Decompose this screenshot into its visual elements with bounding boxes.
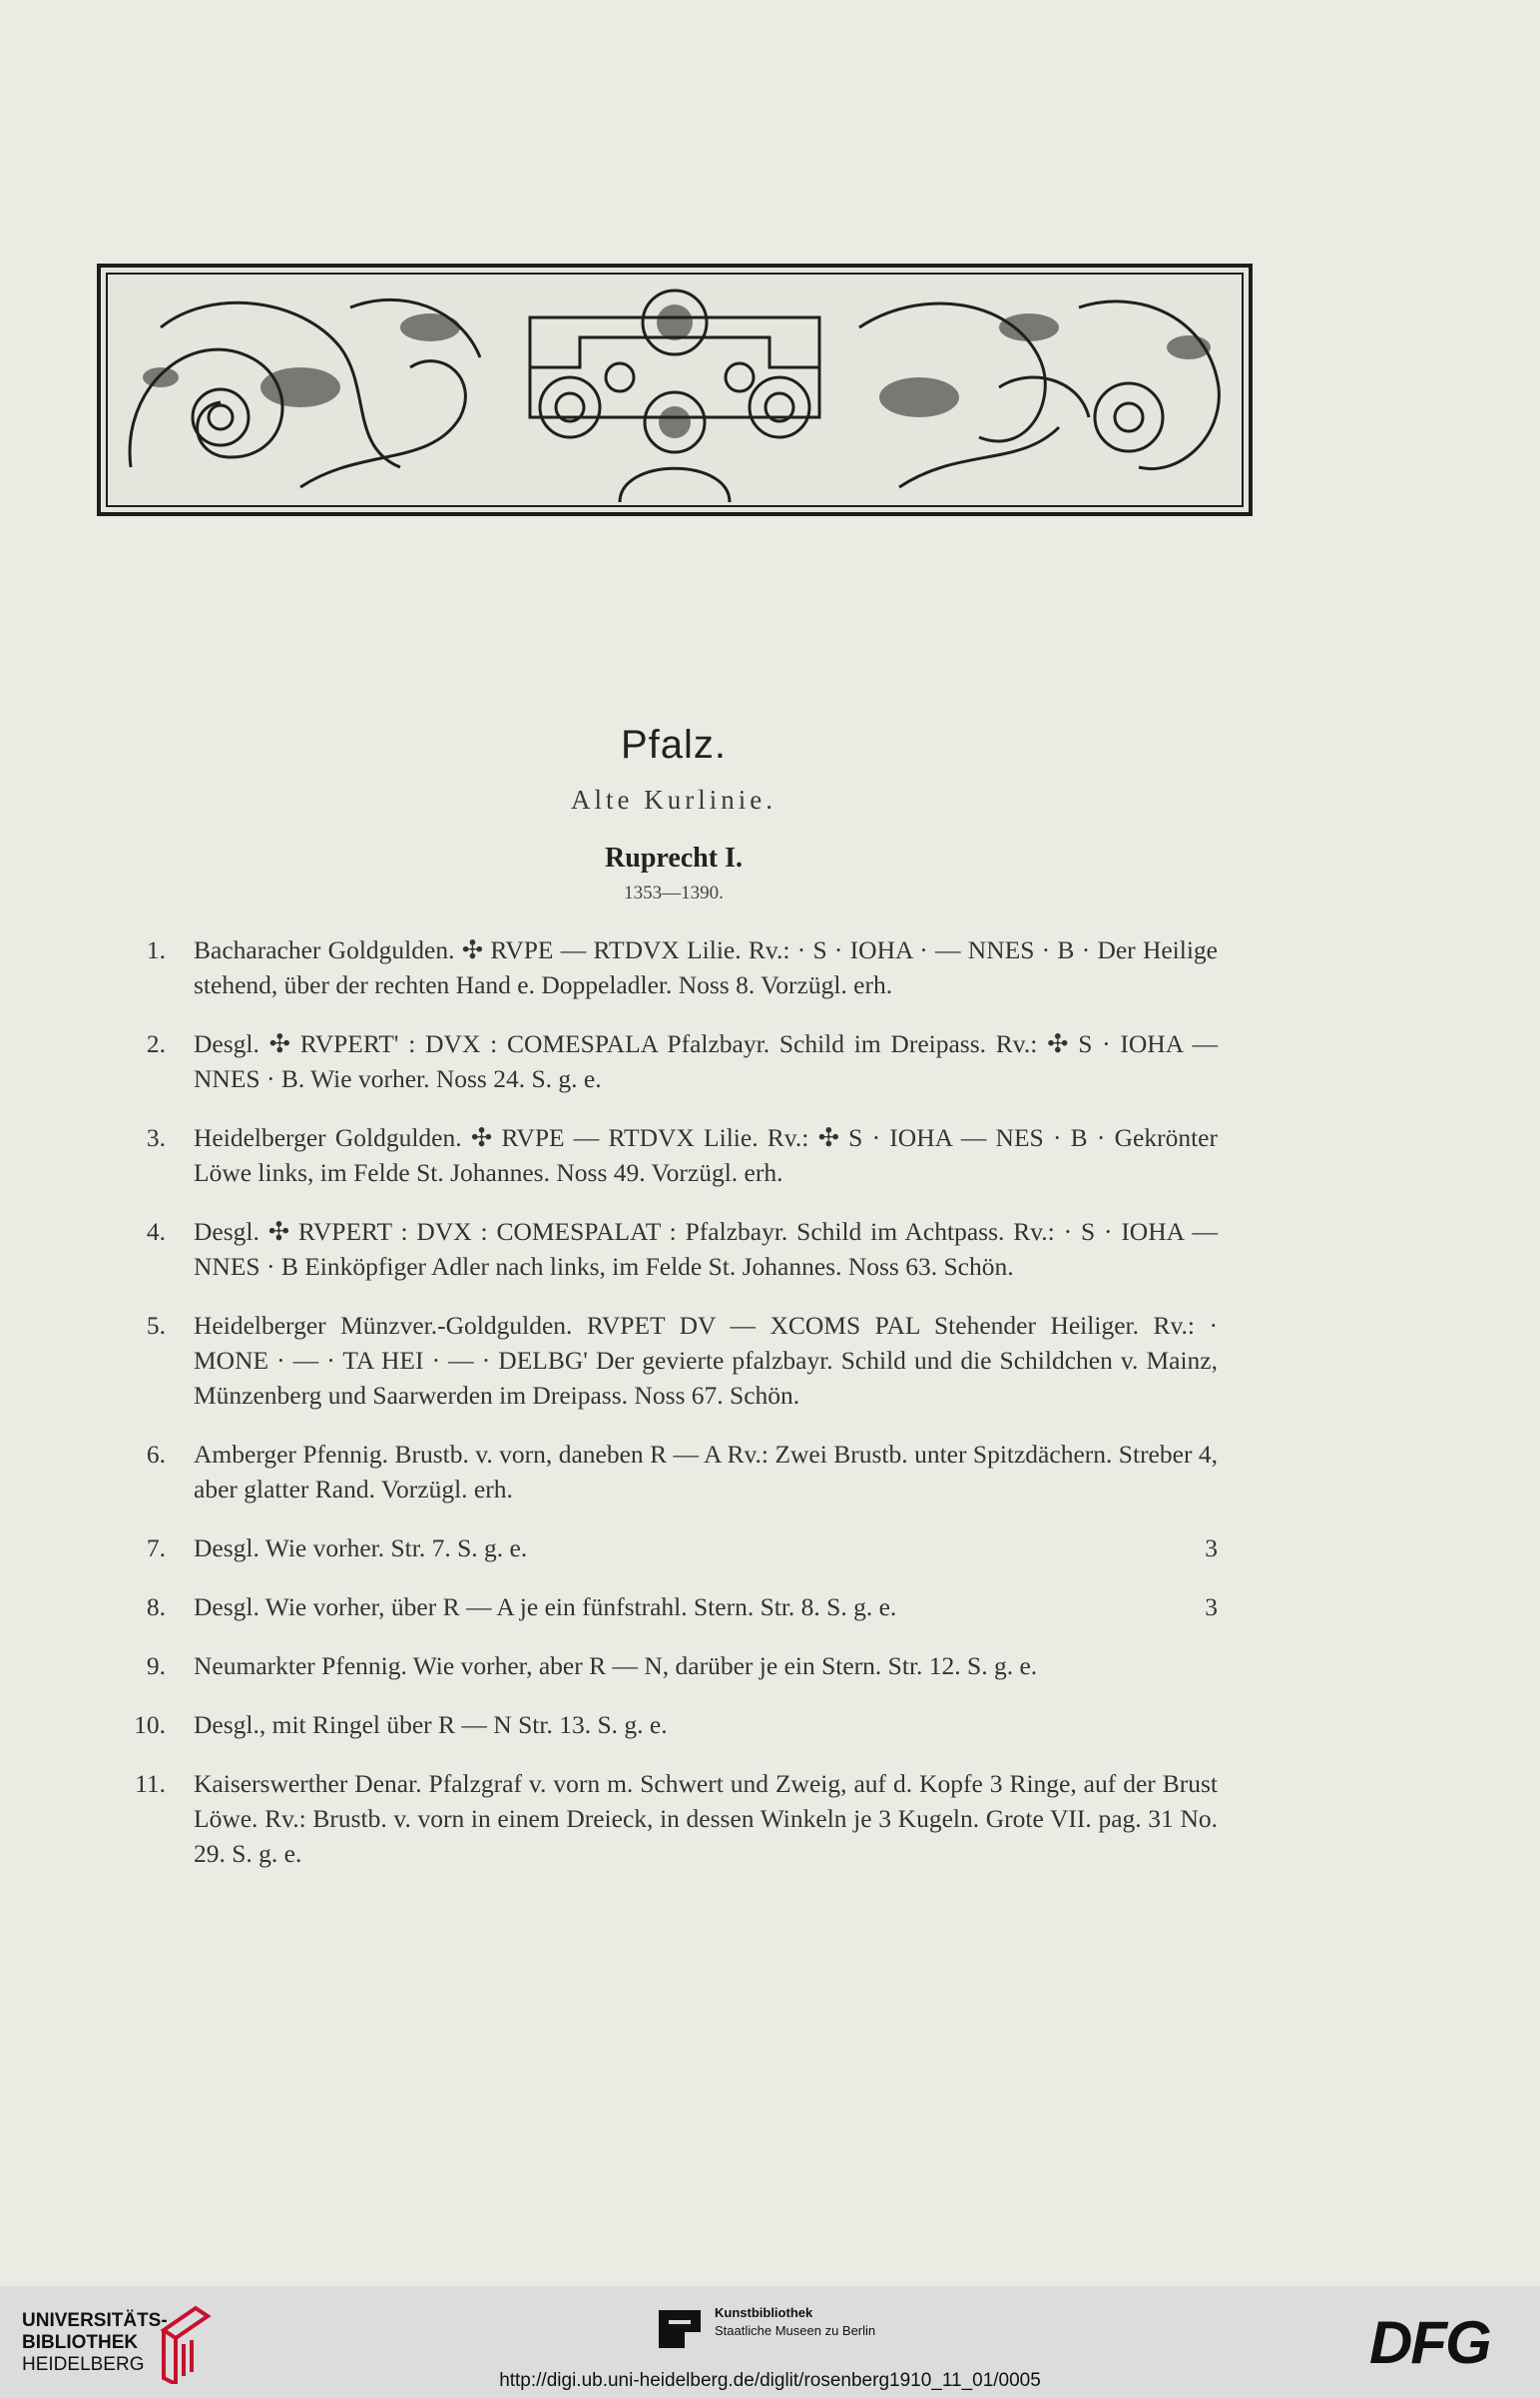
entry-text: Bacharacher Goldgulden. ✣ RVPE — RTDVX Lilie. Rv.: · S · IOHA · — NNES · B · Der Heilige stehend, über der rechten Hand e. Doppeladler. Noss 8. Vorzügl. erh. (194, 935, 1218, 999)
page-title: Pfalz. (620, 723, 728, 767)
entry-text: Amberger Pfennig. Brustb. v. vorn, daneben R — A Rv.: Zwei Brustb. unter Spitzdächern. Streber 4, aber glatter Rand. Vorzügl. erh. (194, 1440, 1218, 1503)
kb-line-1: Kunstbibliothek (715, 2305, 813, 2320)
entry-text: Desgl. Wie vorher, über R — A je ein fünfstrahl. Stern. Str. 8. S. g. e. (194, 1592, 897, 1621)
entry-number: 3. (146, 1123, 166, 1152)
entry-number: 11. (135, 1769, 166, 1798)
catalogue-entry (120, 932, 1218, 1002)
catalogue-entry (120, 1026, 1218, 1096)
entry-text: Heidelberger Goldgulden. ✣ RVPE — RTDVX Lilie. Rv.: ✣ S · IOHA — NES · B · Gekrönter Löwe links, im Felde St. Johannes. Noss 49. Vorzügl. erh. (194, 1123, 1218, 1187)
entry-price: 3 (1205, 1592, 1218, 1621)
permalink-url[interactable]: http://digi.ub.uni-heidelberg.de/diglit/rosenberg1910_11_01/0005 (499, 2370, 1041, 2391)
kunstbibliothek-label (715, 2304, 875, 2340)
ub-logo-line: BIBLIOTHEK (22, 2332, 139, 2353)
footer-bar (0, 2286, 1540, 2398)
entry-text: Desgl., mit Ringel über R — N Str. 13. S. g. e. (194, 1710, 668, 1739)
entry-number: 10. (134, 1710, 166, 1739)
catalogue-entry (120, 1648, 1218, 1683)
catalogue-entry (120, 1589, 1218, 1624)
catalogue-entry (120, 1707, 1218, 1742)
catalogue-entries (120, 932, 1218, 1895)
catalogue-entry (120, 1120, 1218, 1190)
ornament-icon (101, 268, 1249, 512)
catalogue-entry (120, 1530, 1218, 1565)
entry-number: 2. (146, 1029, 166, 1058)
kunstbibliothek-logo-icon[interactable] (655, 2302, 705, 2352)
kb-line-2: Staatliche Museen zu Berlin (715, 2323, 876, 2338)
entry-number: 4. (146, 1217, 166, 1246)
catalogue-entry (120, 1308, 1218, 1413)
ornamental-header-band (97, 264, 1253, 516)
entry-text: Desgl. Wie vorher. Str. 7. S. g. e. (194, 1533, 528, 1562)
ub-heidelberg-logo[interactable] (22, 2310, 168, 2376)
ruler-heading: Ruprecht I. (605, 843, 743, 874)
dfg-logo[interactable]: DFG (1369, 2309, 1490, 2376)
entry-text: Heidelberger Münzver.-Goldgulden. RVPET DV — XCOMS PAL Stehender Heiliger. Rv.: · MONE · — · TA HEI · — · DELBG' Der gevierte pfalzbayr. Schild und die Schildchen v. Mainz, Münzenberg und Saarwerden im Dreipass. Noss 67. Schön. (194, 1311, 1218, 1410)
catalogue-entry (120, 1437, 1218, 1506)
entry-text: Desgl. ✣ RVPERT : DVX : COMESPALAT : Pfalzbayr. Schild im Achtpass. Rv.: · S · IOHA — NNES · B Einköpfiger Adler nach links, im Felde St. Johannes. Noss 63. Schön. (194, 1217, 1218, 1281)
catalogue-entry (120, 1766, 1218, 1871)
page-subtitle: Alte Kurlinie. (571, 785, 776, 815)
entry-text: Neumarkter Pfennig. Wie vorher, aber R — N, darüber je ein Stern. Str. 12. S. g. e. (194, 1651, 1038, 1680)
ub-logo-line: HEIDELBERG (22, 2354, 145, 2375)
ruler-dates: 1353—1390. (624, 883, 724, 903)
entry-number: 9. (146, 1651, 166, 1680)
entry-text: Desgl. ✣ RVPERT' : DVX : COMESPALA Pfalzbayr. Schild im Dreipass. Rv.: ✣ S · IOHA — NNES · B. Wie vorher. Noss 24. S. g. e. (194, 1029, 1218, 1093)
entry-text: Kaiserswerther Denar. Pfalzgraf v. vorn m. Schwert und Zweig, auf d. Kopfe 3 Ringe, auf der Brust Löwe. Rv.: Brustb. v. vorn in einem Dreieck, in dessen Winkeln je 3 Kugeln. Grote VII. pag. 31 No. 29. S. g. e. (194, 1769, 1218, 1868)
entry-number: 8. (146, 1592, 166, 1621)
entry-number: 6. (146, 1440, 166, 1469)
entry-number: 5. (146, 1311, 166, 1340)
ub-logo-line: UNIVERSITÄTS- (22, 2310, 168, 2331)
catalogue-entry (120, 1214, 1218, 1284)
entry-number: 1. (146, 935, 166, 964)
entry-number: 7. (146, 1533, 166, 1562)
entry-price: 3 (1205, 1533, 1218, 1562)
